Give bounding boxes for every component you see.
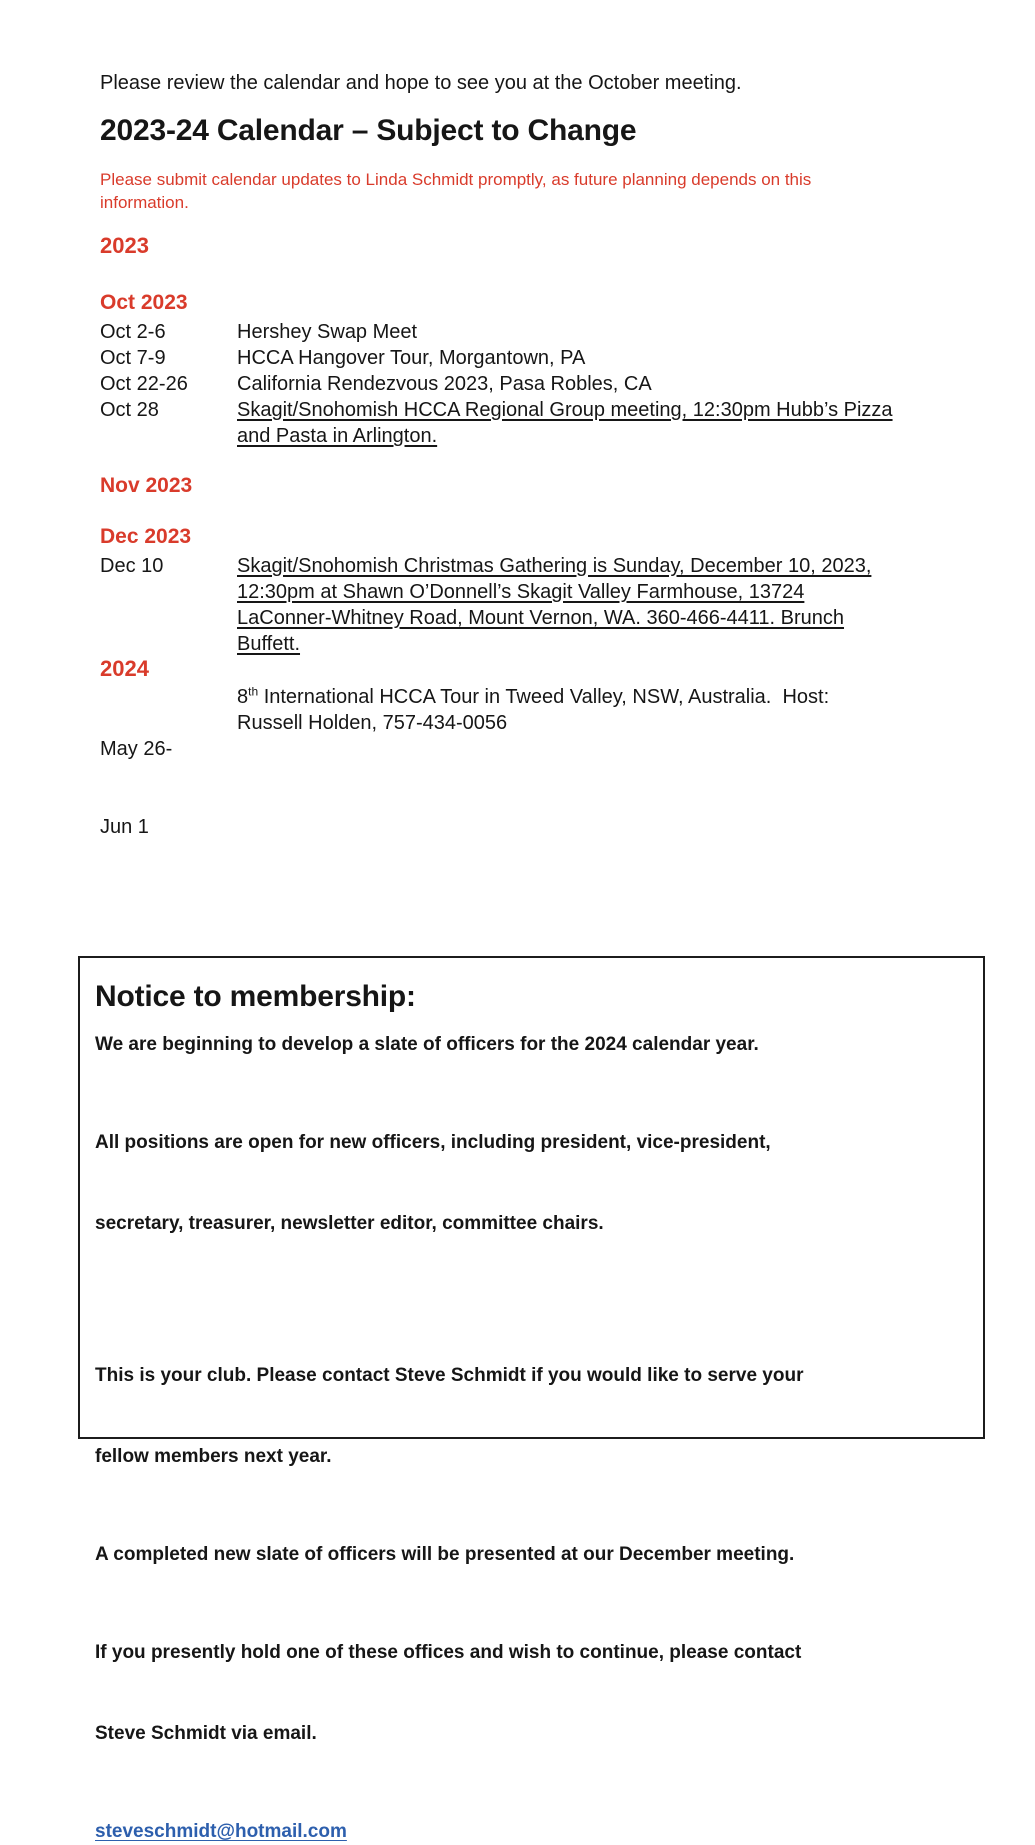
- month-heading-nov-2023: Nov 2023: [100, 474, 193, 497]
- calendar-event-row: [100, 553, 985, 657]
- notice-paragraph: If you presently hold one of these offices and wish to continue, please contact Steve Schmidt via email.: [95, 1642, 802, 1744]
- year-heading-2024: 2024: [100, 656, 149, 681]
- calendar-update-note-line: Please submit calendar updates to Linda Schmidt promptly, as future planning depends on this: [100, 170, 812, 189]
- calendar-update-note-line: information.: [100, 193, 189, 212]
- email-link[interactable]: steveschmidt@hotmail.com: [95, 1821, 347, 1842]
- calendar-event-row: [100, 397, 985, 449]
- event-date: Dec 10: [100, 555, 164, 577]
- event-description: HCCA Hangover Tour, Morgantown, PA: [237, 347, 586, 369]
- notice-paragraph: A completed new slate of officers will be presented at our December meeting.: [95, 1544, 795, 1565]
- notice-box: [78, 956, 985, 1842]
- calendar-event-row: [100, 319, 985, 345]
- intro-paragraph: Please review the calendar and hope to see you at the October meeting.: [100, 72, 742, 94]
- month-heading-dec-2023: Dec 2023: [100, 525, 192, 548]
- event-description: Skagit/Snohomish Christmas Gathering is Sunday, December 10, 2023, 12:30pm at Shawn O’Donnell’s Skagit Valley Farmhouse, 13724 LaConner-Whitney Road, Mount Vernon, WA. 360-466-4411. Brunch Buffett.: [237, 555, 872, 655]
- event-date: Oct 7-9: [100, 347, 166, 369]
- calendar-update-note: [100, 168, 985, 214]
- page-title: 2023-24 Calendar – Subject to Change: [100, 114, 637, 147]
- event-description: Skagit/Snohomish HCCA Regional Group meeting, 12:30pm Hubb’s Pizza and Pasta in Arlington.: [237, 399, 893, 447]
- notice-heading: Notice to membership:: [95, 980, 416, 1013]
- event-date: Oct 22-26: [100, 373, 188, 395]
- event-description: Hershey Swap Meet: [237, 321, 418, 343]
- calendar-event-row: [100, 684, 985, 892]
- notice-paragraph: All positions are open for new officers, including president, vice-president, secretary, treasurer, newsletter editor, committee chairs.: [95, 1132, 771, 1234]
- event-date: Oct 2-6: [100, 321, 166, 343]
- month-heading-oct-2023: Oct 2023: [100, 291, 188, 314]
- event-description: 8th International HCCA Tour in Tweed Valley, NSW, Australia. Host: Russell Holden, 757-434-0056: [237, 684, 830, 734]
- event-description: California Rendezvous 2023, Pasa Robles, CA: [237, 373, 652, 395]
- notice-paragraph: We are beginning to develop a slate of officers for the 2024 calendar year.: [95, 1034, 759, 1055]
- calendar-event-row: [100, 345, 985, 371]
- year-heading-2023: 2023: [100, 233, 149, 258]
- event-date: Oct 28: [100, 399, 159, 421]
- calendar-event-row: [100, 371, 985, 397]
- ordinal-superscript: th: [248, 684, 259, 699]
- notice-paragraph: This is your club. Please contact Steve Schmidt if you would like to serve your fellow members next year.: [95, 1365, 804, 1467]
- event-date: May 26- Jun 1: [100, 738, 173, 838]
- calendar-event-list: [100, 319, 985, 449]
